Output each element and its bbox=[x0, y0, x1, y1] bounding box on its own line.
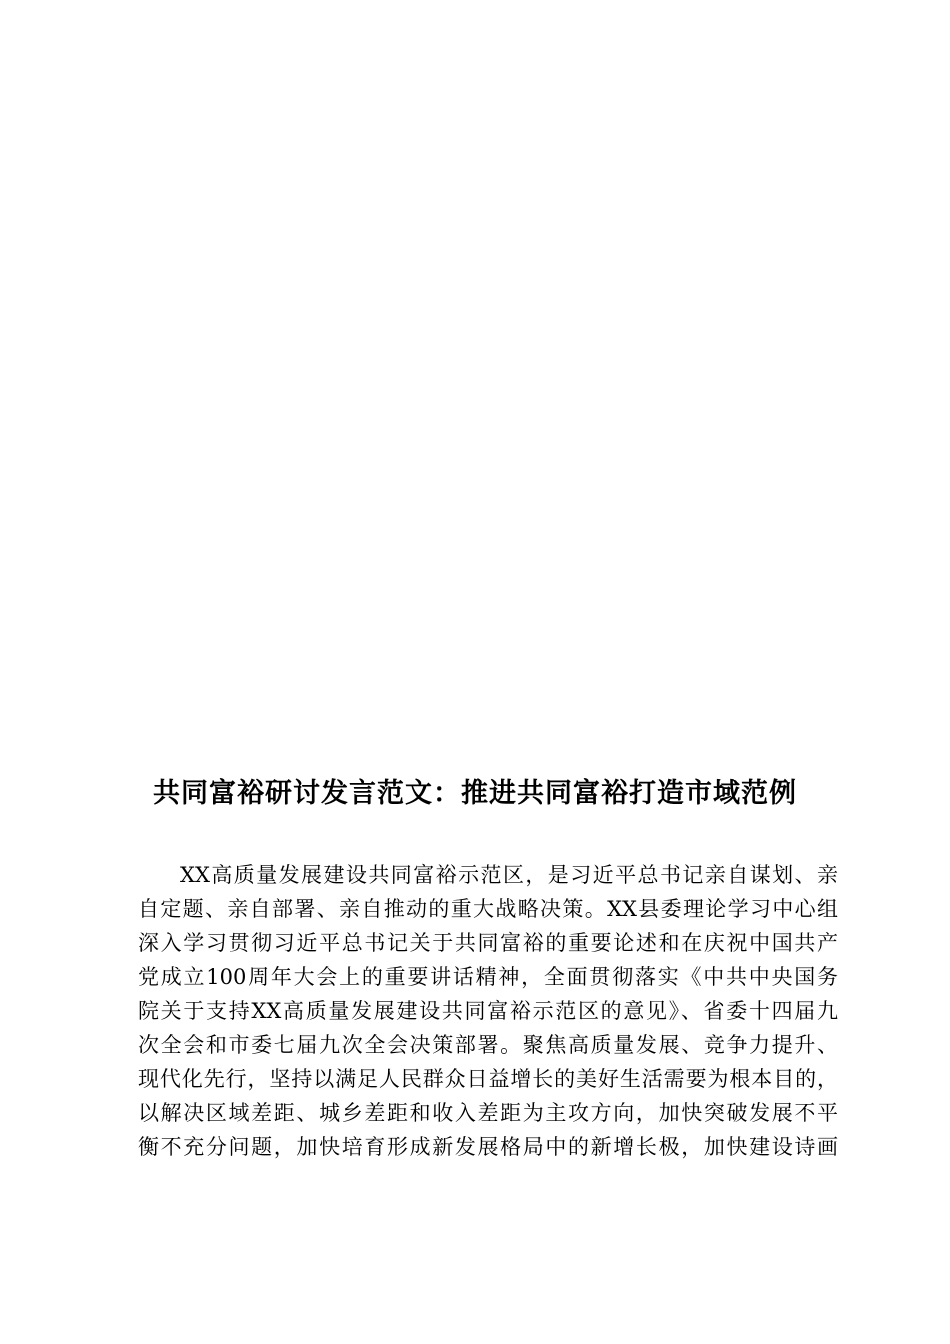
body-line: 院关于支持XX高质量发展建设共同富裕示范区的意见》、省委十四届九 bbox=[138, 999, 838, 1023]
body-line: 自定题、亲自部署、亲自推动的重大战略决策。XX县委理论学习中心组 bbox=[138, 897, 838, 921]
body-line: 以解决区域差距、城乡差距和收入差距为主攻方向，加快突破发展不平 bbox=[138, 1101, 838, 1125]
body-line: 衡不充分问题，加快培育形成新发展格局中的新增长极，加快建设诗画 bbox=[138, 1135, 838, 1159]
body-line: 次全会和市委七届九次全会决策部署。聚焦高质量发展、竞争力提升、 bbox=[138, 1033, 838, 1057]
document-body bbox=[138, 858, 838, 1164]
document-title: 共同富裕研讨发言范文：推进共同富裕打造市域范例 bbox=[153, 778, 797, 809]
body-line: 深入学习贯彻习近平总书记关于共同富裕的重要论述和在庆祝中国共产 bbox=[138, 931, 838, 955]
body-line: 党成立100周年大会上的重要讲话精神，全面贯彻落实《中共中央国务 bbox=[138, 965, 838, 989]
body-line: XX高质量发展建设共同富裕示范区，是习近平总书记亲自谋划、亲 bbox=[180, 863, 838, 887]
body-line: 现代化先行，坚持以满足人民群众日益增长的美好生活需要为根本目的， bbox=[138, 1067, 838, 1091]
